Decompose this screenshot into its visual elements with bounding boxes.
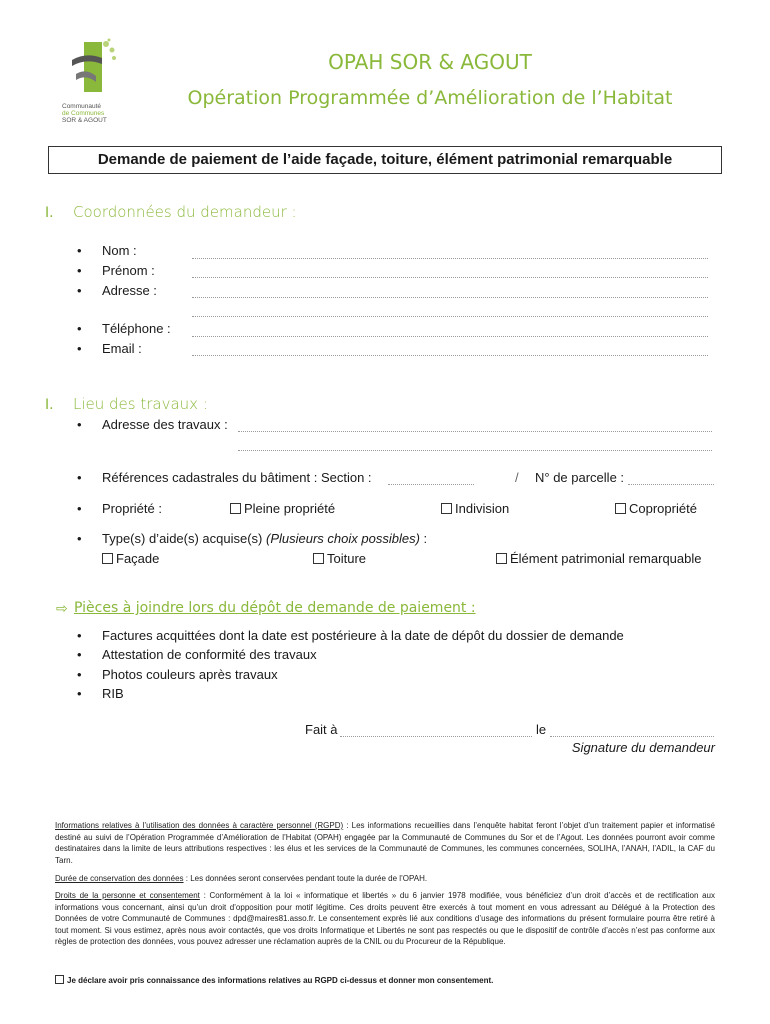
facade-label: Façade (116, 551, 160, 566)
checkbox-icon[interactable] (230, 503, 241, 514)
aid-label-main: Type(s) d’aide(s) acquise(s) (102, 531, 266, 546)
adresse-label: Adresse : (102, 283, 157, 298)
bullet: • (77, 243, 82, 258)
checkbox-icon[interactable] (615, 503, 626, 514)
cadastral-label: Références cadastrales du bâtiment : Section : (102, 470, 372, 485)
email-field[interactable] (192, 355, 708, 356)
section2-number: I. (45, 397, 54, 413)
bullet: • (77, 470, 82, 485)
adresse-field-2[interactable] (192, 316, 708, 317)
prenom-field[interactable] (192, 277, 708, 278)
pleine-propriete-label: Pleine propriété (244, 501, 336, 516)
checkbox-icon[interactable] (102, 553, 113, 564)
piece-item: Photos couleurs après travaux (102, 667, 278, 682)
piece-item: Factures acquittées dont la date est postérieure à la date de dépôt du dossier de demande (102, 628, 624, 643)
rgpd-title-1: Informations relatives à l’utilisation des données à caractère personnel (RGPD) (55, 821, 344, 830)
rgpd-title-3: Droits de la personne et consentement (55, 891, 200, 900)
address-travaux-field-2[interactable] (238, 450, 712, 451)
nom-label: Nom : (102, 243, 137, 258)
form-title: Demande de paiement de l’aide façade, toiture, élément patrimonial remarquable (48, 146, 722, 174)
rgpd-text-1: : Les informations recueillies dans l’enquête habitat feront l’objet d’un traitement papier et informatisé destiné au suivi de l’Opération Programmée d’Amélioration de l’Habitat (OPAH) engagée par la Communauté de Communes du Sor et de l’Agout. Les données pourront avoir comme destinataires dans la limite de leurs attributions respectives : les élus et les services de la Communauté de Communes, les communes concernées, SOLIHA, l’ANAH, l’ADIL, la CAF du Tarn. (55, 821, 716, 865)
section2-heading: Lieu des travaux : (73, 395, 208, 413)
nom-field[interactable] (192, 258, 708, 259)
piece-item: RIB (102, 686, 124, 701)
rgpd-text-2: : Les données seront conservées pendant toute la durée de l’OPAH. (183, 874, 428, 883)
indivision-label: Indivision (455, 501, 510, 516)
page-title: OPAH SOR & AGOUT (328, 50, 532, 74)
pleine-propriete-option[interactable] (230, 501, 335, 516)
email-label: Email : (102, 341, 142, 356)
section-field[interactable] (388, 484, 474, 485)
date-field[interactable] (550, 736, 714, 737)
bullet: • (77, 647, 82, 662)
indivision-option[interactable] (441, 501, 509, 516)
telephone-field[interactable] (192, 336, 708, 337)
bullet: • (77, 341, 82, 356)
prenom-label: Prénom : (102, 263, 155, 278)
address-travaux-label: Adresse des travaux : (102, 417, 228, 432)
element-patrimonial-label: Élément patrimonial remarquable (510, 551, 702, 566)
facade-option[interactable] (102, 551, 159, 566)
checkbox-icon[interactable] (313, 553, 324, 564)
adresse-field[interactable] (192, 297, 708, 298)
copropriete-label: Copropriété (629, 501, 697, 516)
rgpd-title-2: Durée de conservation des données (55, 874, 184, 883)
bullet: • (77, 531, 82, 546)
rgpd-paragraph-2 (55, 873, 715, 885)
aid-label (102, 531, 427, 546)
page-subtitle: Opération Programmée d’Amélioration de l’Habitat (187, 87, 673, 109)
bullet: • (77, 263, 82, 278)
rgpd-paragraph-1 (55, 820, 715, 866)
bullet: • (77, 628, 82, 643)
le-label: le (536, 722, 547, 737)
aid-label-colon: : (419, 531, 428, 546)
toiture-option[interactable] (313, 551, 366, 566)
signature-label: Signature du demandeur (571, 740, 715, 755)
telephone-label: Téléphone : (102, 321, 171, 336)
checkbox-icon[interactable] (441, 503, 452, 514)
pieces-heading: Pièces à joindre lors du dépôt de demande de paiement : (74, 600, 476, 616)
parcel-label: N° de parcelle : (535, 470, 625, 485)
consent-option[interactable] (55, 975, 493, 985)
bullet: • (77, 686, 82, 701)
address-travaux-field[interactable] (238, 431, 712, 432)
logo-text-2: de Communes (62, 110, 105, 117)
aid-label-note: (Plusieurs choix possibles) (266, 531, 420, 546)
consent-label: Je déclare avoir pris connaissance des informations relatives au RGPD ci-dessus et donner mon consentement. (67, 976, 494, 985)
section1-heading: Coordonnées du demandeur : (73, 203, 297, 221)
bullet: • (77, 417, 82, 432)
bullet: • (77, 283, 82, 298)
logo-text-1: Communauté (62, 103, 102, 110)
bullet: • (77, 501, 82, 516)
element-patrimonial-option[interactable] (496, 551, 701, 566)
rgpd-paragraph-3 (55, 890, 715, 948)
logo-text-3: SOR & AGOUT (62, 117, 107, 124)
bullet: • (77, 321, 82, 336)
property-label: Propriété : (102, 501, 162, 516)
fait-a-label: Fait à (305, 722, 338, 737)
toiture-label: Toiture (327, 551, 367, 566)
section1-number: I. (45, 205, 54, 221)
bullet: • (77, 667, 82, 682)
rgpd-text-3: : Conformément à la loi « informatique et libertés » du 6 janvier 1978 modifiée, vous bénéficiez d’un droit d’accès et de rectification aux informations vous concernant, ainsi qu’un droit d’opposition pour motif légitime. Ces droits peuvent être exercés à tout moment en vous adressant au Délégué à la Protection des Données de votre Communauté de Communes : dpd@maires81.asso.fr. Le consentement exprès lié aux conditions d’usage des informations du présent formulaire pourra être retiré à tout moment. Si vous estimez, après nous avoir contactés, que vos droits Informatique et Libertés ne sont pas respectés ou que le dispositif de contrôle d’accès n’est pas conforme aux règles de protection des données, vous pouvez adresser une réclamation auprès de la CNIL ou du Procureur de la République. (55, 891, 716, 946)
consent-checkbox-icon[interactable] (55, 975, 64, 984)
piece-item: Attestation de conformité des travaux (102, 647, 317, 662)
slash: / (515, 470, 519, 485)
checkbox-icon[interactable] (496, 553, 507, 564)
fait-a-field[interactable] (340, 736, 532, 737)
parcel-field[interactable] (628, 484, 714, 485)
copropriete-option[interactable] (615, 501, 697, 516)
arrow-right-icon: ⇨ (56, 600, 68, 616)
